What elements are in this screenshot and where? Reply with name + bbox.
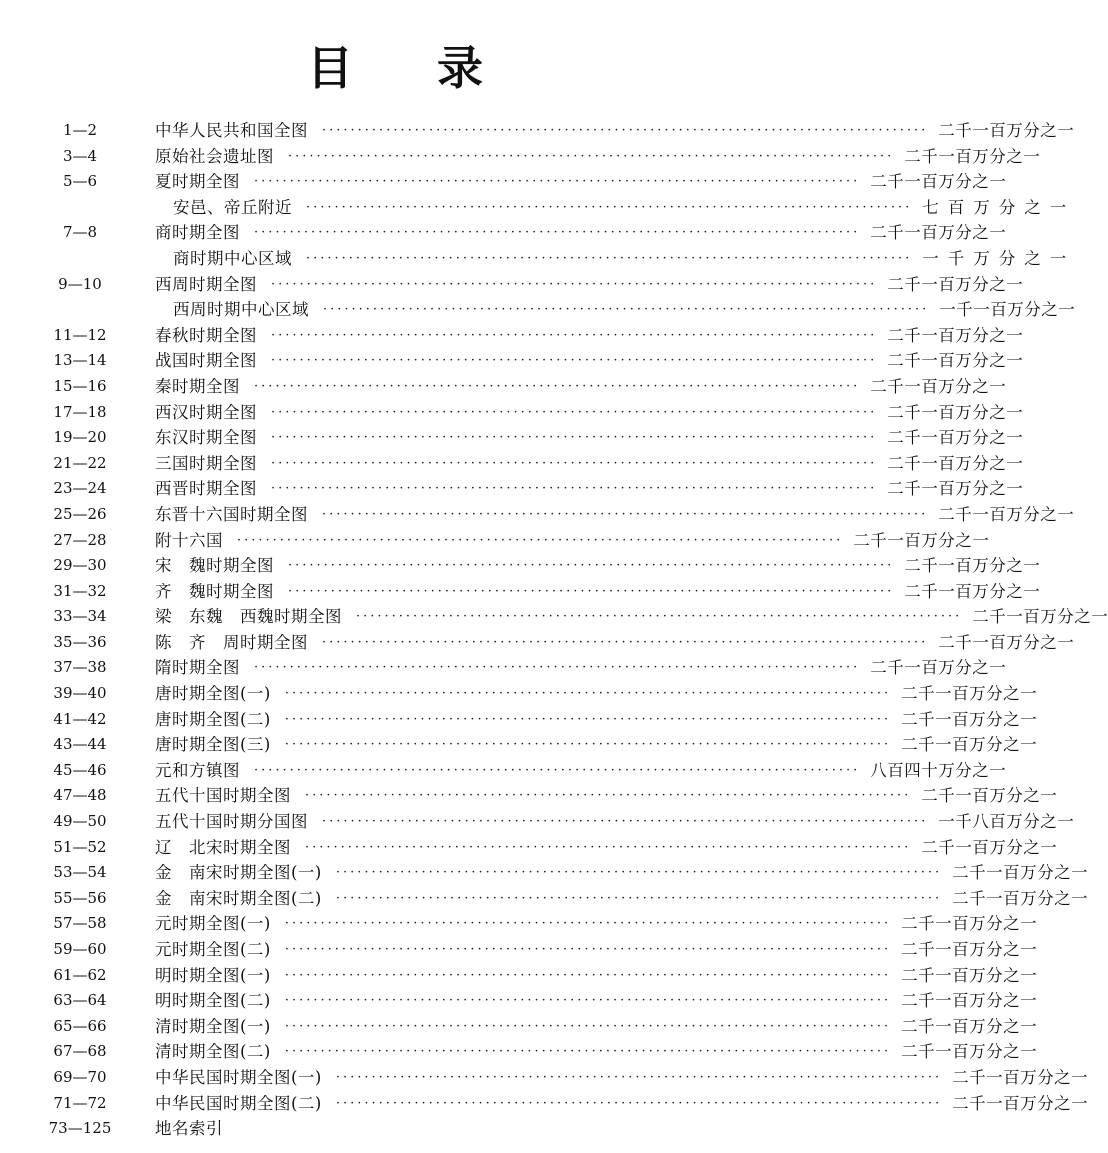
toc-entry-scale: 二千一百万分之一 bbox=[938, 121, 1075, 140]
toc-entry-title: 秦时期全图 bbox=[155, 376, 240, 396]
toc-entry-title: 春秋时期全图 bbox=[155, 325, 257, 345]
toc-entry-scale: 二千一百万分之一 bbox=[870, 658, 1007, 678]
toc-entry-title: 中华人民共和国全图 bbox=[155, 121, 308, 140]
dot-leader: ····················································································· bbox=[254, 762, 861, 778]
toc-entry bbox=[0, 528, 990, 554]
toc-entry-pages: 41—42 bbox=[53, 709, 107, 728]
toc-entry bbox=[0, 502, 1075, 528]
dot-leader: ····················································································· bbox=[284, 967, 892, 983]
dot-leader: ····················································································· bbox=[254, 378, 861, 394]
toc-entry bbox=[0, 400, 1024, 426]
toc-entry-body bbox=[155, 1065, 1089, 1091]
toc-entry-scale: 二千一百万分之一 bbox=[887, 325, 1024, 345]
toc-entry bbox=[0, 144, 1041, 170]
toc-entry-title: 元和方镇图 bbox=[155, 760, 240, 780]
toc-entry-title: 五代十国时期分国图 bbox=[155, 812, 308, 832]
toc-entry-body bbox=[155, 758, 1007, 784]
toc-entry-pages: 37—38 bbox=[53, 658, 107, 677]
toc-entry-title: 元时期全图(二) bbox=[155, 940, 271, 959]
toc-entry-body bbox=[155, 886, 1089, 912]
toc-entry bbox=[0, 809, 1075, 835]
toc-entry-title: 宋 魏时期全图 bbox=[155, 556, 274, 576]
toc-entry bbox=[0, 272, 1024, 298]
toc-entry bbox=[0, 655, 1007, 681]
toc-entry-title: 地名索引 bbox=[155, 1119, 223, 1139]
toc-entry-scale: 二千一百万分之一 bbox=[887, 274, 1024, 294]
dot-leader: ····················································································· bbox=[322, 123, 929, 138]
dot-leader: ····················································································· bbox=[284, 942, 892, 957]
toc-entry-body bbox=[155, 655, 1007, 681]
toc-entry-pages: 3—4 bbox=[62, 146, 98, 165]
toc-entry-pages: 1—2 bbox=[62, 121, 98, 139]
toc-entry-pages: 67—68 bbox=[53, 1042, 107, 1061]
toc-entry-body bbox=[155, 937, 1038, 963]
dot-leader: ····················································································· bbox=[284, 1018, 892, 1034]
toc-entry bbox=[0, 1091, 1089, 1117]
toc-entry-body bbox=[155, 963, 1038, 989]
toc-entry bbox=[0, 323, 1024, 349]
toc-entry-pages: 13—14 bbox=[53, 351, 107, 370]
toc-entry-pages: 9—10 bbox=[58, 274, 102, 293]
toc-entry bbox=[0, 783, 1058, 809]
toc-entry-scale: 二千一百万分之一 bbox=[952, 863, 1089, 883]
toc-entry bbox=[0, 195, 1076, 221]
toc-entry-scale: 二千一百万分之一 bbox=[901, 991, 1038, 1011]
toc-entry-scale: 二千一百万分之一 bbox=[938, 632, 1075, 652]
toc-entry-title: 明时期全图(二) bbox=[155, 991, 271, 1011]
toc-entry-body bbox=[155, 835, 1058, 861]
toc-entry bbox=[0, 553, 1041, 579]
toc-entry bbox=[0, 1116, 790, 1142]
toc-entry-body bbox=[155, 988, 1038, 1014]
toc-entry-title: 唐时期全图(一) bbox=[155, 684, 271, 704]
toc-entry-body bbox=[155, 860, 1089, 886]
dot-leader: ····················································································· bbox=[288, 558, 895, 574]
toc-entry-title: 元时期全图(一) bbox=[155, 914, 271, 934]
toc-entry-body bbox=[155, 220, 1007, 246]
toc-entry-title: 五代十国时期全图 bbox=[155, 786, 291, 806]
toc-entry-pages: 43—44 bbox=[53, 735, 107, 754]
toc-entry-pages: 73—125 bbox=[48, 1119, 112, 1138]
toc-entry-scale: 二千一百万分之一 bbox=[904, 581, 1041, 601]
toc-entry-title: 附十六国 bbox=[155, 530, 223, 550]
toc-entry-scale: 二千一百万分之一 bbox=[901, 709, 1038, 729]
toc-entry-title: 三国时期全图 bbox=[155, 453, 257, 473]
dot-leader: ····················································································· bbox=[271, 327, 878, 343]
dot-leader: ····················································································· bbox=[284, 993, 892, 1009]
toc-entry-scale: 二千一百万分之一 bbox=[972, 607, 1108, 627]
toc-entry bbox=[0, 451, 1024, 477]
toc-entry bbox=[0, 911, 1038, 937]
toc-entry-body bbox=[155, 732, 1038, 758]
title-char-2: 录 bbox=[437, 41, 483, 95]
toc-entry-title: 战国时期全图 bbox=[155, 351, 257, 371]
toc-entry-title: 齐 魏时期全图 bbox=[155, 581, 274, 601]
dot-leader: ····················································································· bbox=[288, 583, 895, 599]
dot-leader: ····················································································· bbox=[356, 609, 963, 625]
toc-entry-title: 金 南宋时期全图(一) bbox=[155, 863, 322, 883]
toc-entry-body bbox=[155, 451, 1024, 477]
dot-leader: ····················································································· bbox=[271, 455, 878, 471]
toc-entry-pages: 59—60 bbox=[53, 940, 107, 958]
toc-entry-pages: 63—64 bbox=[53, 991, 107, 1010]
toc-entry bbox=[0, 169, 1007, 195]
toc-entry-body bbox=[173, 297, 1076, 323]
dot-leader: ····················································································· bbox=[284, 711, 892, 727]
toc-entry-body bbox=[155, 809, 1075, 835]
dot-leader: ····················································································· bbox=[254, 225, 861, 241]
toc-entry-body bbox=[155, 323, 1024, 349]
toc-entry-body bbox=[155, 348, 1024, 374]
toc-entry-pages: 55—56 bbox=[53, 888, 107, 907]
toc-entry-scale: 二千一百万分之一 bbox=[901, 684, 1038, 704]
dot-leader: ····················································································· bbox=[254, 174, 861, 190]
toc-entry-title: 陈 齐 周时期全图 bbox=[155, 632, 308, 652]
toc-entry-body bbox=[155, 579, 1041, 605]
toc-entry-body bbox=[155, 553, 1041, 579]
toc-entry bbox=[0, 732, 1038, 758]
toc-entry-pages: 51—52 bbox=[53, 837, 107, 856]
toc-entry bbox=[0, 963, 1038, 989]
toc-entry-title: 辽 北宋时期全图 bbox=[155, 837, 291, 857]
toc-entry bbox=[0, 604, 1108, 630]
toc-entry bbox=[0, 297, 1076, 323]
page-title bbox=[0, 38, 790, 98]
toc-entry-title: 唐时期全图(二) bbox=[155, 709, 271, 729]
toc-entry bbox=[0, 476, 1024, 502]
toc-entry-title: 金 南宋时期全图(二) bbox=[155, 888, 322, 908]
toc-entry bbox=[0, 374, 1007, 400]
dot-leader: ····················································································· bbox=[335, 865, 943, 881]
toc-entry-body bbox=[155, 1014, 1038, 1040]
toc-entry-title: 隋时期全图 bbox=[155, 658, 240, 678]
toc-entry bbox=[0, 860, 1089, 886]
toc-entry-title: 商时期中心区域 bbox=[173, 248, 292, 268]
toc-entry-body bbox=[155, 476, 1024, 502]
toc-entry-pages: 45—46 bbox=[53, 760, 107, 779]
dot-leader: ····················································································· bbox=[237, 532, 844, 548]
dot-leader: ····················································································· bbox=[271, 276, 878, 292]
toc-entry-pages: 35—36 bbox=[53, 632, 107, 651]
toc-entry-pages: 65—66 bbox=[53, 1016, 107, 1035]
toc-entry-title: 西周时期中心区域 bbox=[173, 300, 309, 320]
dot-leader: ····················································································· bbox=[284, 737, 892, 753]
toc-entry-body bbox=[155, 425, 1024, 451]
toc-entry-scale: 二千一百万分之一 bbox=[853, 530, 990, 550]
toc-entry-pages: 27—28 bbox=[53, 530, 107, 549]
dot-leader: ····················································································· bbox=[322, 814, 929, 830]
toc-entry-pages: 49—50 bbox=[53, 812, 107, 831]
toc-entry-pages: 29—30 bbox=[53, 556, 107, 575]
toc-entry bbox=[0, 1014, 1038, 1040]
toc-entry-scale: 二千一百万分之一 bbox=[887, 428, 1024, 448]
toc-entry-body bbox=[155, 681, 1038, 707]
toc-entry-scale: 二千一百万分之一 bbox=[901, 965, 1038, 985]
toc-entry-scale: 二千一百万分之一 bbox=[904, 146, 1041, 166]
toc-entry-title: 中华民国时期全图(二) bbox=[155, 1093, 322, 1113]
toc-entry-pages: 33—34 bbox=[53, 607, 107, 626]
toc-entry-body bbox=[155, 1116, 744, 1142]
dot-leader: ····················································································· bbox=[271, 481, 878, 497]
dot-leader: ····················································································· bbox=[305, 839, 912, 855]
toc-entry-scale: 二千一百万分之一 bbox=[870, 172, 1007, 192]
toc-entry-scale: 二千一百万分之一 bbox=[901, 1042, 1038, 1062]
toc-entry bbox=[0, 246, 1076, 272]
toc-entry-pages: 61—62 bbox=[53, 965, 107, 984]
toc-entry-body bbox=[155, 783, 1058, 809]
toc-entry-scale: 二千一百万分之一 bbox=[870, 376, 1007, 396]
toc-entry-title: 东晋十六国时期全图 bbox=[155, 504, 308, 524]
toc-entry-body bbox=[155, 911, 1038, 937]
toc-entry-scale: 二千一百万分之一 bbox=[921, 786, 1058, 806]
dot-leader: ····················································································· bbox=[284, 916, 892, 932]
toc-entry-scale: 二千一百万分之一 bbox=[901, 1016, 1038, 1036]
toc-entry-body bbox=[155, 502, 1075, 528]
toc-entry-title: 明时期全图(一) bbox=[155, 965, 271, 985]
dot-leader: ····················································································· bbox=[322, 506, 929, 522]
toc-entry-title: 商时期全图 bbox=[155, 223, 240, 243]
toc-entry-pages: 57—58 bbox=[53, 914, 107, 933]
toc-entry-scale: 二千一百万分之一 bbox=[901, 735, 1038, 755]
toc-entry-scale: 二千一百万分之一 bbox=[901, 940, 1038, 959]
toc-entry-body bbox=[155, 707, 1038, 733]
toc-entry-title: 西汉时期全图 bbox=[155, 402, 257, 422]
toc-entry-title: 梁 东魏 西魏时期全图 bbox=[155, 607, 342, 627]
toc-entry-title: 唐时期全图(三) bbox=[155, 735, 271, 755]
toc-entry-body bbox=[155, 1091, 1089, 1117]
toc-entry bbox=[0, 835, 1058, 861]
table-of-contents bbox=[0, 118, 1108, 1142]
toc-entry-pages: 7—8 bbox=[62, 223, 98, 242]
toc-entry-scale: 二千一百万分之一 bbox=[887, 402, 1024, 422]
title-char-1: 目 bbox=[307, 41, 353, 95]
toc-entry-scale: 二千一百万分之一 bbox=[870, 223, 1007, 243]
dot-leader: ····················································································· bbox=[254, 660, 861, 676]
dot-leader: ····················································································· bbox=[335, 890, 943, 906]
toc-entry-body bbox=[155, 1039, 1038, 1065]
toc-entry-scale: 二千一百万分之一 bbox=[952, 1093, 1089, 1113]
toc-entry-title: 西周时期全图 bbox=[155, 274, 257, 294]
toc-entry bbox=[0, 118, 1075, 144]
toc-entry-scale: 二千一百万分之一 bbox=[901, 914, 1038, 934]
dot-leader: ····················································································· bbox=[306, 199, 913, 215]
toc-entry-body bbox=[155, 169, 1007, 195]
toc-entry-title: 安邑、帝丘附近 bbox=[173, 197, 292, 217]
toc-entry-body bbox=[173, 246, 1076, 272]
toc-entry-pages: 11—12 bbox=[53, 325, 107, 344]
toc-entry-body bbox=[155, 374, 1007, 400]
toc-entry bbox=[0, 988, 1038, 1014]
toc-entry-scale: 二千一百万分之一 bbox=[938, 504, 1075, 524]
toc-entry-pages: 25—26 bbox=[53, 504, 107, 523]
toc-entry-title: 原始社会遗址图 bbox=[155, 146, 274, 166]
dot-leader: ····················································································· bbox=[271, 353, 878, 369]
dot-leader: ····················································································· bbox=[271, 430, 878, 446]
toc-entry-scale: 一千八百万分之一 bbox=[938, 812, 1075, 832]
toc-entry-body bbox=[173, 195, 1076, 221]
toc-entry bbox=[0, 220, 1007, 246]
toc-entry-scale: 二千一百万分之一 bbox=[952, 1067, 1089, 1087]
toc-entry-body bbox=[155, 400, 1024, 426]
dot-leader: ····················································································· bbox=[271, 404, 878, 420]
toc-entry bbox=[0, 886, 1089, 912]
toc-entry-body bbox=[155, 144, 1041, 170]
toc-entry bbox=[0, 579, 1041, 605]
dot-leader: ····················································································· bbox=[288, 148, 895, 164]
toc-entry-pages: 69—70 bbox=[53, 1067, 107, 1086]
dot-leader: ····················································································· bbox=[335, 1069, 943, 1085]
toc-entry-pages: 21—22 bbox=[53, 453, 107, 472]
toc-entry-pages: 39—40 bbox=[53, 684, 107, 703]
toc-entry bbox=[0, 1065, 1089, 1091]
toc-entry-title: 清时期全图(二) bbox=[155, 1042, 271, 1062]
dot-leader: ····················································································· bbox=[322, 634, 929, 650]
toc-entry-scale: 二千一百万分之一 bbox=[921, 837, 1058, 857]
toc-entry bbox=[0, 937, 1038, 963]
dot-leader: ····················································································· bbox=[305, 788, 912, 804]
toc-entry-scale: 二千一百万分之一 bbox=[904, 556, 1041, 576]
toc-entry-pages: 53—54 bbox=[53, 863, 107, 882]
dot-leader: ····················································································· bbox=[284, 1044, 892, 1060]
toc-entry-body bbox=[155, 118, 1075, 144]
toc-entry-body bbox=[155, 604, 1108, 630]
toc-entry bbox=[0, 1039, 1038, 1065]
toc-entry-body bbox=[155, 630, 1075, 656]
toc-entry-pages: 17—18 bbox=[53, 402, 107, 421]
toc-entry bbox=[0, 758, 1007, 784]
toc-entry-title: 西晋时期全图 bbox=[155, 479, 257, 499]
toc-entry-scale: 二千一百万分之一 bbox=[887, 351, 1024, 371]
toc-entry-title: 清时期全图(一) bbox=[155, 1016, 271, 1036]
toc-entry bbox=[0, 425, 1024, 451]
toc-entry-scale: 一千万分之一 bbox=[922, 248, 1076, 268]
toc-entry-body bbox=[155, 272, 1024, 298]
toc-entry-scale: 七百万分之一 bbox=[922, 197, 1076, 217]
toc-entry-scale: 一千一百万分之一 bbox=[939, 300, 1076, 320]
toc-entry-pages: 5—6 bbox=[62, 172, 98, 191]
dot-leader: ····················································································· bbox=[284, 686, 892, 702]
toc-entry bbox=[0, 348, 1024, 374]
toc-entry-body bbox=[155, 528, 990, 554]
toc-entry-title: 东汉时期全图 bbox=[155, 428, 257, 448]
dot-leader: ····················································································· bbox=[306, 250, 913, 266]
toc-entry-scale: 二千一百万分之一 bbox=[887, 453, 1024, 473]
dot-leader: ····················································································· bbox=[323, 302, 930, 318]
toc-entry-scale: 二千一百万分之一 bbox=[952, 888, 1089, 908]
toc-entry-scale: 八百四十万分之一 bbox=[870, 760, 1007, 780]
toc-entry bbox=[0, 707, 1038, 733]
dot-leader: ····················································································· bbox=[335, 1095, 943, 1111]
toc-entry-scale: 二千一百万分之一 bbox=[887, 479, 1024, 499]
toc-entry-pages: 15—16 bbox=[53, 376, 107, 395]
toc-entry-pages: 47—48 bbox=[53, 786, 107, 805]
toc-entry bbox=[0, 681, 1038, 707]
toc-entry-pages: 31—32 bbox=[53, 581, 107, 600]
toc-entry-pages: 71—72 bbox=[53, 1093, 107, 1112]
toc-entry-title: 夏时期全图 bbox=[155, 172, 240, 192]
toc-entry-pages: 19—20 bbox=[53, 428, 107, 447]
toc-entry bbox=[0, 630, 1075, 656]
toc-entry-pages: 23—24 bbox=[53, 479, 107, 498]
toc-entry-title: 中华民国时期全图(一) bbox=[155, 1067, 322, 1087]
